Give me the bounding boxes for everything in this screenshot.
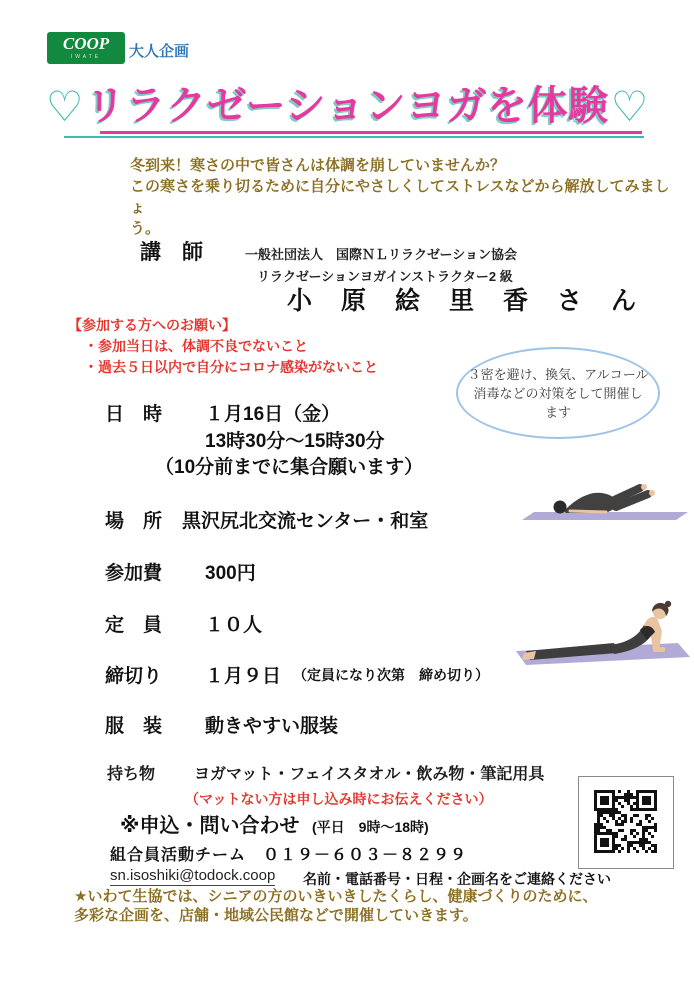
intro-line: 冬到来！寒さの中で皆さんは体調を崩していませんか？ <box>130 157 506 174</box>
datetime-gather-note: （10分前までに集合願います） <box>155 457 424 478</box>
deadline-label: 締切り <box>105 666 163 687</box>
apply-contact-heading: ※申込・問い合わせ <box>120 815 300 837</box>
instructor-label: 講 師 <box>140 241 203 264</box>
deadline-note: （定員になり次第 締め切り） <box>293 667 489 683</box>
yoga-pose-illustration-cobra <box>510 593 694 681</box>
clothes-value: 動きやすい服装 <box>205 716 339 737</box>
page-title <box>0 74 694 131</box>
participant-request <box>68 315 378 378</box>
contact-phone-line: 組合員活動チーム ０１９－６０３－８２９９ <box>110 847 468 864</box>
heart-icon: ♡ <box>610 83 649 130</box>
datetime-time: 13時30分～15時30分 <box>205 431 385 452</box>
heart-icon: ♡ <box>45 83 84 130</box>
title-underline-pink <box>100 131 642 134</box>
fee-value: 300円 <box>205 563 256 584</box>
intro-line: う。 <box>130 220 161 237</box>
bubble-line: 消毒などの対策をして開催し <box>473 385 643 401</box>
request-heading: 【参加する方へのお願い】 <box>68 317 236 333</box>
instructor-name: 小 原 絵 里 香 さ ん <box>287 287 639 315</box>
footer-note <box>74 887 674 925</box>
fee-label: 参加費 <box>105 563 163 584</box>
deadline-value: １月９日 <box>205 666 282 687</box>
place-label: 場 所 <box>105 511 163 532</box>
contact-email-link[interactable]: sn.isoshiki@todock.coop <box>110 867 276 884</box>
category-label: 大人企画 <box>129 43 190 60</box>
title-underline-teal <box>64 136 644 138</box>
coop-logo <box>47 32 125 64</box>
qr-code-image <box>594 790 657 853</box>
request-item: ・参加当日は、体調不良でないこと <box>84 338 308 354</box>
coop-logo-subtext: IWATE <box>70 54 102 60</box>
bubble-line: ３密を避け、換気、アルコール <box>467 366 649 382</box>
page-title-text: リラクゼーションヨガを体験 <box>85 84 609 128</box>
intro-line: この寒さを乗り切るために自分にやさしくしてストレスなどから解放してみましょ <box>130 178 670 216</box>
covid-measures-bubble <box>456 347 660 439</box>
mat-note: （マットない方は申し込み時にお伝えください） <box>185 791 493 807</box>
instructor-qualification: リラクゼーションヨガインストラクター2 級 <box>257 269 513 284</box>
capacity-value: １０人 <box>205 615 263 636</box>
qr-code <box>578 776 674 869</box>
footer-line: 多彩な企画を、店舗・地域公民館などで開催していきます。 <box>74 907 478 924</box>
belongings-label: 持ち物 <box>107 766 156 783</box>
intro-paragraph <box>130 155 682 239</box>
footer-line: ★いわて生協では、シニアの方のいきいきしたくらし、健康づくりのために、 <box>74 888 598 905</box>
belongings-value: ヨガマット・フェイスタオル・飲み物・筆記用具 <box>194 766 545 783</box>
request-item: ・過去５日以内で自分にコロナ感染がないこと <box>84 359 378 375</box>
place-value: 黒沢尻北交流センター・和室 <box>182 511 429 532</box>
instructor-organization: 一般社団法人 国際ＮＬリラクゼーション協会 <box>245 247 517 262</box>
clothes-label: 服 装 <box>105 716 163 737</box>
contact-email-note: 名前・電話番号・日程・企画名をご連絡ください <box>303 871 611 887</box>
yoga-pose-illustration-reclined <box>520 482 690 552</box>
apply-hours: (平日 9時～18時) <box>312 819 429 835</box>
bubble-line: ます <box>544 404 571 420</box>
capacity-label: 定 員 <box>105 615 163 636</box>
datetime-date: １月16日（金） <box>205 404 341 425</box>
datetime-label: 日 時 <box>105 404 163 425</box>
coop-logo-word: COOP <box>62 34 110 53</box>
